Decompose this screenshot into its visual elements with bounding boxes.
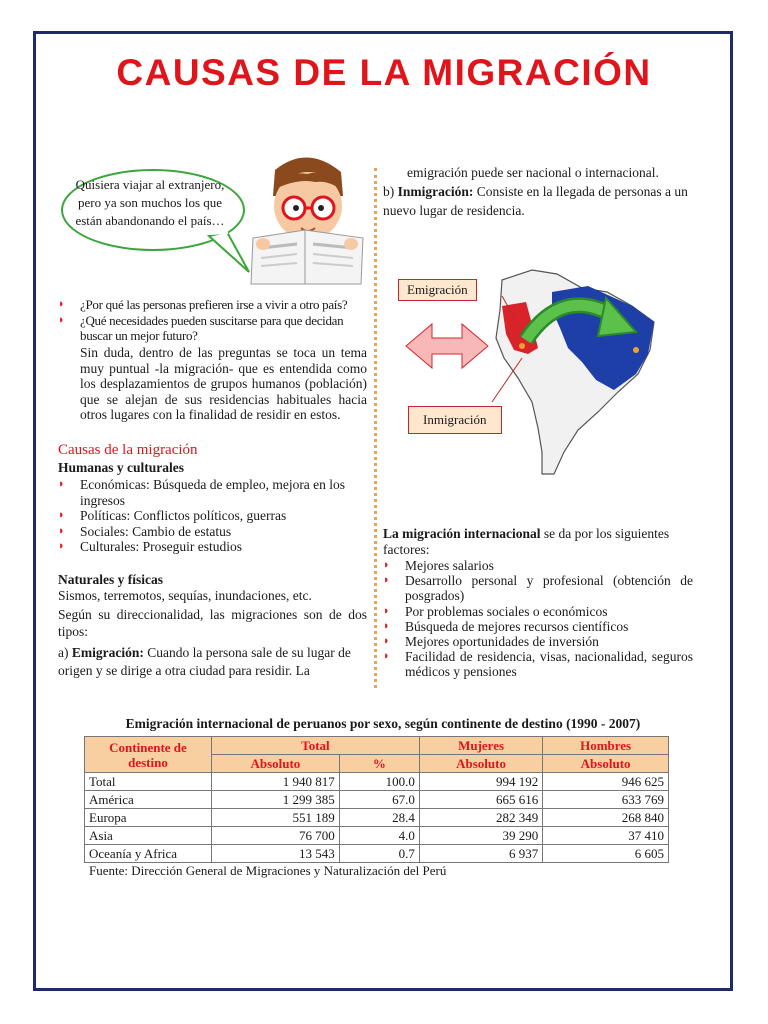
header-continent: Continente de destino (85, 737, 212, 773)
header-total: Total (212, 737, 420, 755)
direction-paragraph: Según su direccionalidad, las migraciones son de dos tipos: (58, 607, 367, 639)
list-item: ◗ ¿Por qué las personas prefieren irse a vivir a otro país? (56, 297, 368, 313)
intro-paragraph: Sin duda, dentro de las preguntas se toca un tema muy puntual -la migración- que es entendida como los desplazamientos de grupos humanos (población) que se alejan de sus residencias habituales hacia otros lugares con la finalidad de residir en estos. (80, 345, 367, 423)
list-item: ◗ Culturales: Proseguir estudios (56, 539, 368, 555)
list-item: ◗ Económicas: Búsqueda de empleo, mejora en los ingresos (56, 477, 368, 508)
list-item: ◗ Sociales: Cambio de estatus (56, 524, 368, 540)
list-item: ◗ Facilidad de residencia, visas, nacionalidad, seguros médicos y pensiones (381, 649, 693, 679)
emigration-table (84, 736, 669, 863)
table-row: Oceanía y Africa 13 543 0.7 6 937 6 605 (85, 845, 669, 863)
international-factors-list (381, 558, 693, 680)
header-women-absolute: Absoluto (419, 755, 542, 773)
table-row: Europa 551 189 28.4 282 349 268 840 (85, 809, 669, 827)
emigration-map-label: Emigración (398, 279, 477, 301)
list-item: ◗ Desarrollo personal y profesional (obtención de posgrados) (381, 573, 693, 603)
questions-list (56, 297, 368, 344)
international-migration-lead: La migración internacional se da por los siguientes factores: (383, 526, 670, 557)
header-men: Hombres (543, 737, 669, 755)
list-item: ◗ Búsqueda de mejores recursos científicos (381, 619, 693, 634)
causes-heading: Causas de la migración (58, 442, 198, 458)
column-divider (374, 168, 377, 688)
list-item: ◗ Políticas: Conflictos políticos, guerras (56, 508, 368, 524)
immigration-map-label: Inmigración (408, 406, 502, 434)
table-caption: Emigración internacional de peruanos por sexo, según continente de destino (1990 - 2007) (125, 716, 641, 731)
source-note: Fuente: Dirección General de Migraciones y Naturalización del Perú (89, 863, 447, 878)
table-row: Total 1 940 817 100.0 994 192 946 625 (85, 773, 669, 791)
emigration-definition: a) Emigración: Cuando la persona sale de su lugar de origen y se dirige a otra ciudad para residir. La (58, 645, 351, 678)
header-total-percent: % (339, 755, 419, 773)
natural-causes-text: Sismos, terremotos, sequías, inundaciones, etc. (58, 588, 312, 603)
natural-causes-heading: Naturales y físicas (58, 572, 163, 587)
list-item: ◗ Mejores salarios (381, 558, 693, 573)
human-causes-heading: Humanas y culturales (58, 460, 185, 475)
immigration-definition: b) Inmigración: Consiste en la llegada de personas a un nuevo lugar de residencia. (383, 184, 688, 218)
list-item: ◗ Mejores oportunidades de inversión (381, 634, 693, 649)
list-item: ◗ Por problemas sociales o económicos (381, 604, 693, 619)
header-women: Mujeres (419, 737, 542, 755)
header-total-absolute: Absoluto (212, 755, 340, 773)
speech-bubble-text: Quisiera viajar al extranjero, pero ya son muchos los que están abandonando el país… (75, 177, 225, 228)
emigration-definition-continued: emigración puede ser nacional o internacional. (407, 165, 659, 180)
table-row: América 1 299 385 67.0 665 616 633 769 (85, 791, 669, 809)
human-causes-list (56, 477, 368, 555)
page-title: CAUSAS DE LA MIGRACIÓN (116, 52, 652, 93)
table-row: Asia 76 700 4.0 39 290 37 410 (85, 827, 669, 845)
list-item: ◗ ¿Qué necesidades pueden suscitarse para que decidan buscar un mejor futuro? (56, 313, 368, 344)
boy-reading-newspaper-illustration (245, 150, 370, 285)
header-men-absolute: Absoluto (543, 755, 669, 773)
